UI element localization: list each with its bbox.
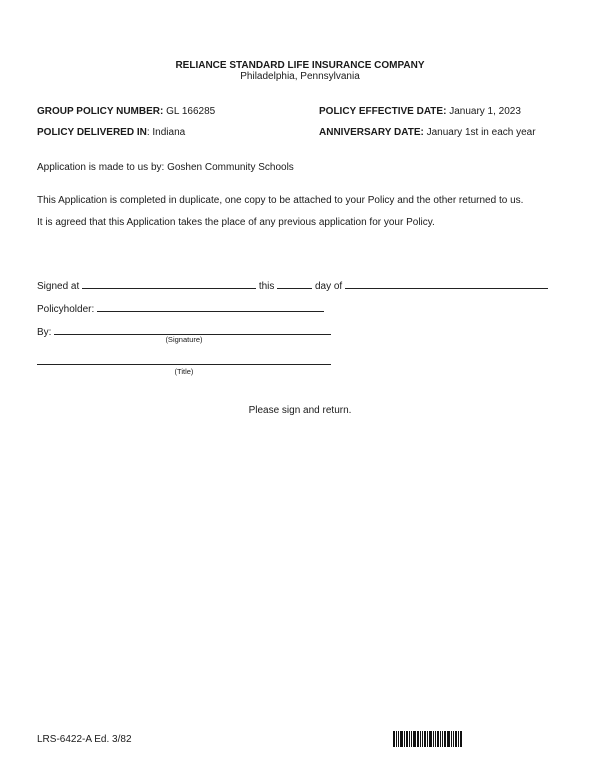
by-label: By: (37, 327, 52, 338)
title-field[interactable] (37, 364, 331, 365)
barcode-bar (406, 731, 408, 747)
barcode-bar (422, 731, 423, 747)
anniversary-date-label: ANNIVERSARY DATE: (319, 127, 424, 138)
company-name: RELIANCE STANDARD LIFE INSURANCE COMPANY (175, 60, 425, 71)
company-location: Philadelphia, Pennsylvania (240, 71, 360, 82)
policyholder-row (37, 302, 324, 315)
barcode-bar (451, 731, 452, 747)
group-policy-number-label: GROUP POLICY NUMBER: (37, 106, 164, 117)
signature-caption: (Signature) (165, 335, 203, 344)
barcode-bar (417, 731, 419, 747)
barcode-bar (429, 731, 432, 747)
delivered-in-colon: : (146, 127, 150, 138)
policyholder-field[interactable] (97, 302, 324, 312)
barcode-bar (424, 731, 426, 747)
month-year-field[interactable] (345, 279, 548, 289)
delivered-in-value: Indiana (152, 127, 186, 138)
anniversary-date (319, 127, 536, 138)
signed-at-label: Signed at (37, 281, 80, 292)
barcode-bar (442, 731, 443, 747)
application-made-by: Application is made to us by: Goshen Community Schools (37, 162, 294, 173)
barcode-bar (411, 731, 412, 747)
day-field[interactable] (277, 279, 312, 289)
barcode-bar (398, 731, 399, 747)
barcode-bar (453, 731, 454, 747)
barcode-bar (409, 731, 410, 747)
barcode-bar (404, 731, 405, 747)
barcode-bar (393, 731, 395, 747)
this-label: this (258, 281, 275, 292)
signed-at-field[interactable] (82, 279, 256, 289)
anniversary-date-value: January 1st in each year (426, 127, 536, 138)
form-number: LRS-6422-A Ed. 3/82 (37, 734, 132, 745)
barcode-bar (433, 731, 434, 747)
barcode-bar (455, 731, 457, 747)
barcode-bar (440, 731, 441, 747)
title-caption: (Title) (174, 367, 194, 376)
policy-effective-date (319, 106, 521, 117)
policy-delivered-in (37, 127, 185, 138)
group-policy-number-value: GL 166285 (166, 106, 216, 117)
group-policy-number (37, 106, 215, 117)
effective-date-label: POLICY EFFECTIVE DATE: (319, 106, 447, 117)
barcode-icon (393, 731, 463, 747)
policyholder-label: Policyholder: (37, 304, 95, 315)
barcode-bar (458, 731, 459, 747)
signature-field[interactable] (54, 325, 331, 335)
duplicate-statement: This Application is completed in duplicate, one copy to be attached to your Policy and the other returned to us. (37, 195, 524, 206)
effective-date-value: January 1, 2023 (449, 106, 521, 117)
signed-at-row (37, 279, 548, 292)
barcode-bar (435, 731, 436, 747)
barcode-bar (437, 731, 439, 747)
barcode-bar (427, 731, 428, 747)
delivered-in-label: POLICY DELIVERED IN (37, 127, 147, 138)
barcode-bar (420, 731, 421, 747)
barcode-bar (447, 731, 450, 747)
day-of-label: day of (314, 281, 343, 292)
sign-and-return-instruction: Please sign and return. (248, 405, 352, 416)
barcode-bar (444, 731, 446, 747)
barcode-bar (396, 731, 397, 747)
replaces-statement: It is agreed that this Application takes the place of any previous application for your Policy. (37, 217, 435, 228)
barcode-bar (413, 731, 416, 747)
barcode-bar (460, 731, 462, 747)
barcode-bar (400, 731, 403, 747)
